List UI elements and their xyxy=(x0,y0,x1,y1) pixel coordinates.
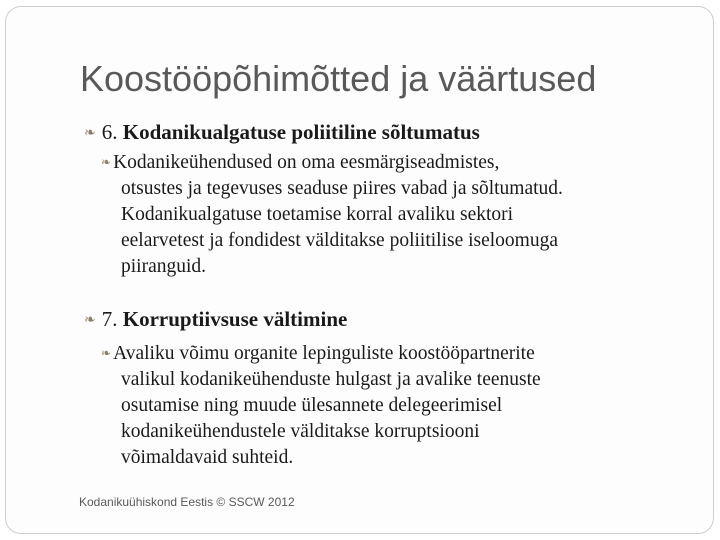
section-heading-6 xyxy=(84,120,480,145)
body-line: Avaliku võimu organite lepinguliste koostööpartnerite xyxy=(113,343,535,364)
body-line: osutamise ning muude ülesannete delegeerimisel xyxy=(121,395,503,416)
section-number: 7. xyxy=(101,307,118,331)
section-heading-text: Kodanikualgatuse poliitiline sõltumatus xyxy=(122,120,480,144)
section-number: 6. xyxy=(101,120,118,144)
bullet-icon: ❧ xyxy=(84,313,96,328)
bullet-icon: ❧ xyxy=(84,126,96,141)
body-line: kodanikeühendustele välditakse korruptsiooni xyxy=(121,421,480,442)
body-line: Kodanikualgatuse toetamise korral avaliku sektori xyxy=(121,204,514,225)
sub-bullet-icon: ❧ xyxy=(101,346,112,360)
body-line: piiranguid. xyxy=(121,256,207,277)
body-line: võimaldavaid suhteid. xyxy=(121,447,294,468)
sub-bullet-icon: ❧ xyxy=(101,155,112,169)
body-line: Kodanikeühendused on oma eesmärgiseadmistes, xyxy=(113,152,500,173)
body-line: eelarvetest ja fondidest välditakse poliitilise iseloomuga xyxy=(121,230,559,251)
section-body-6 xyxy=(101,149,681,280)
section-body-7 xyxy=(101,340,681,471)
slide-footer: Kodanikuühiskond Eestis © SSCW 2012 xyxy=(79,495,295,509)
body-line: otsustes ja tegevuses seaduse piires vabad ja sõltumatud. xyxy=(121,178,563,199)
section-heading-7 xyxy=(84,307,347,332)
slide-title: Koostööpõhimõtted ja väärtused xyxy=(80,58,597,99)
section-heading-text: Korruptiivsuse vältimine xyxy=(122,307,348,331)
body-line: valikul kodanikeühenduste hulgast ja avalike teenuste xyxy=(121,369,541,390)
